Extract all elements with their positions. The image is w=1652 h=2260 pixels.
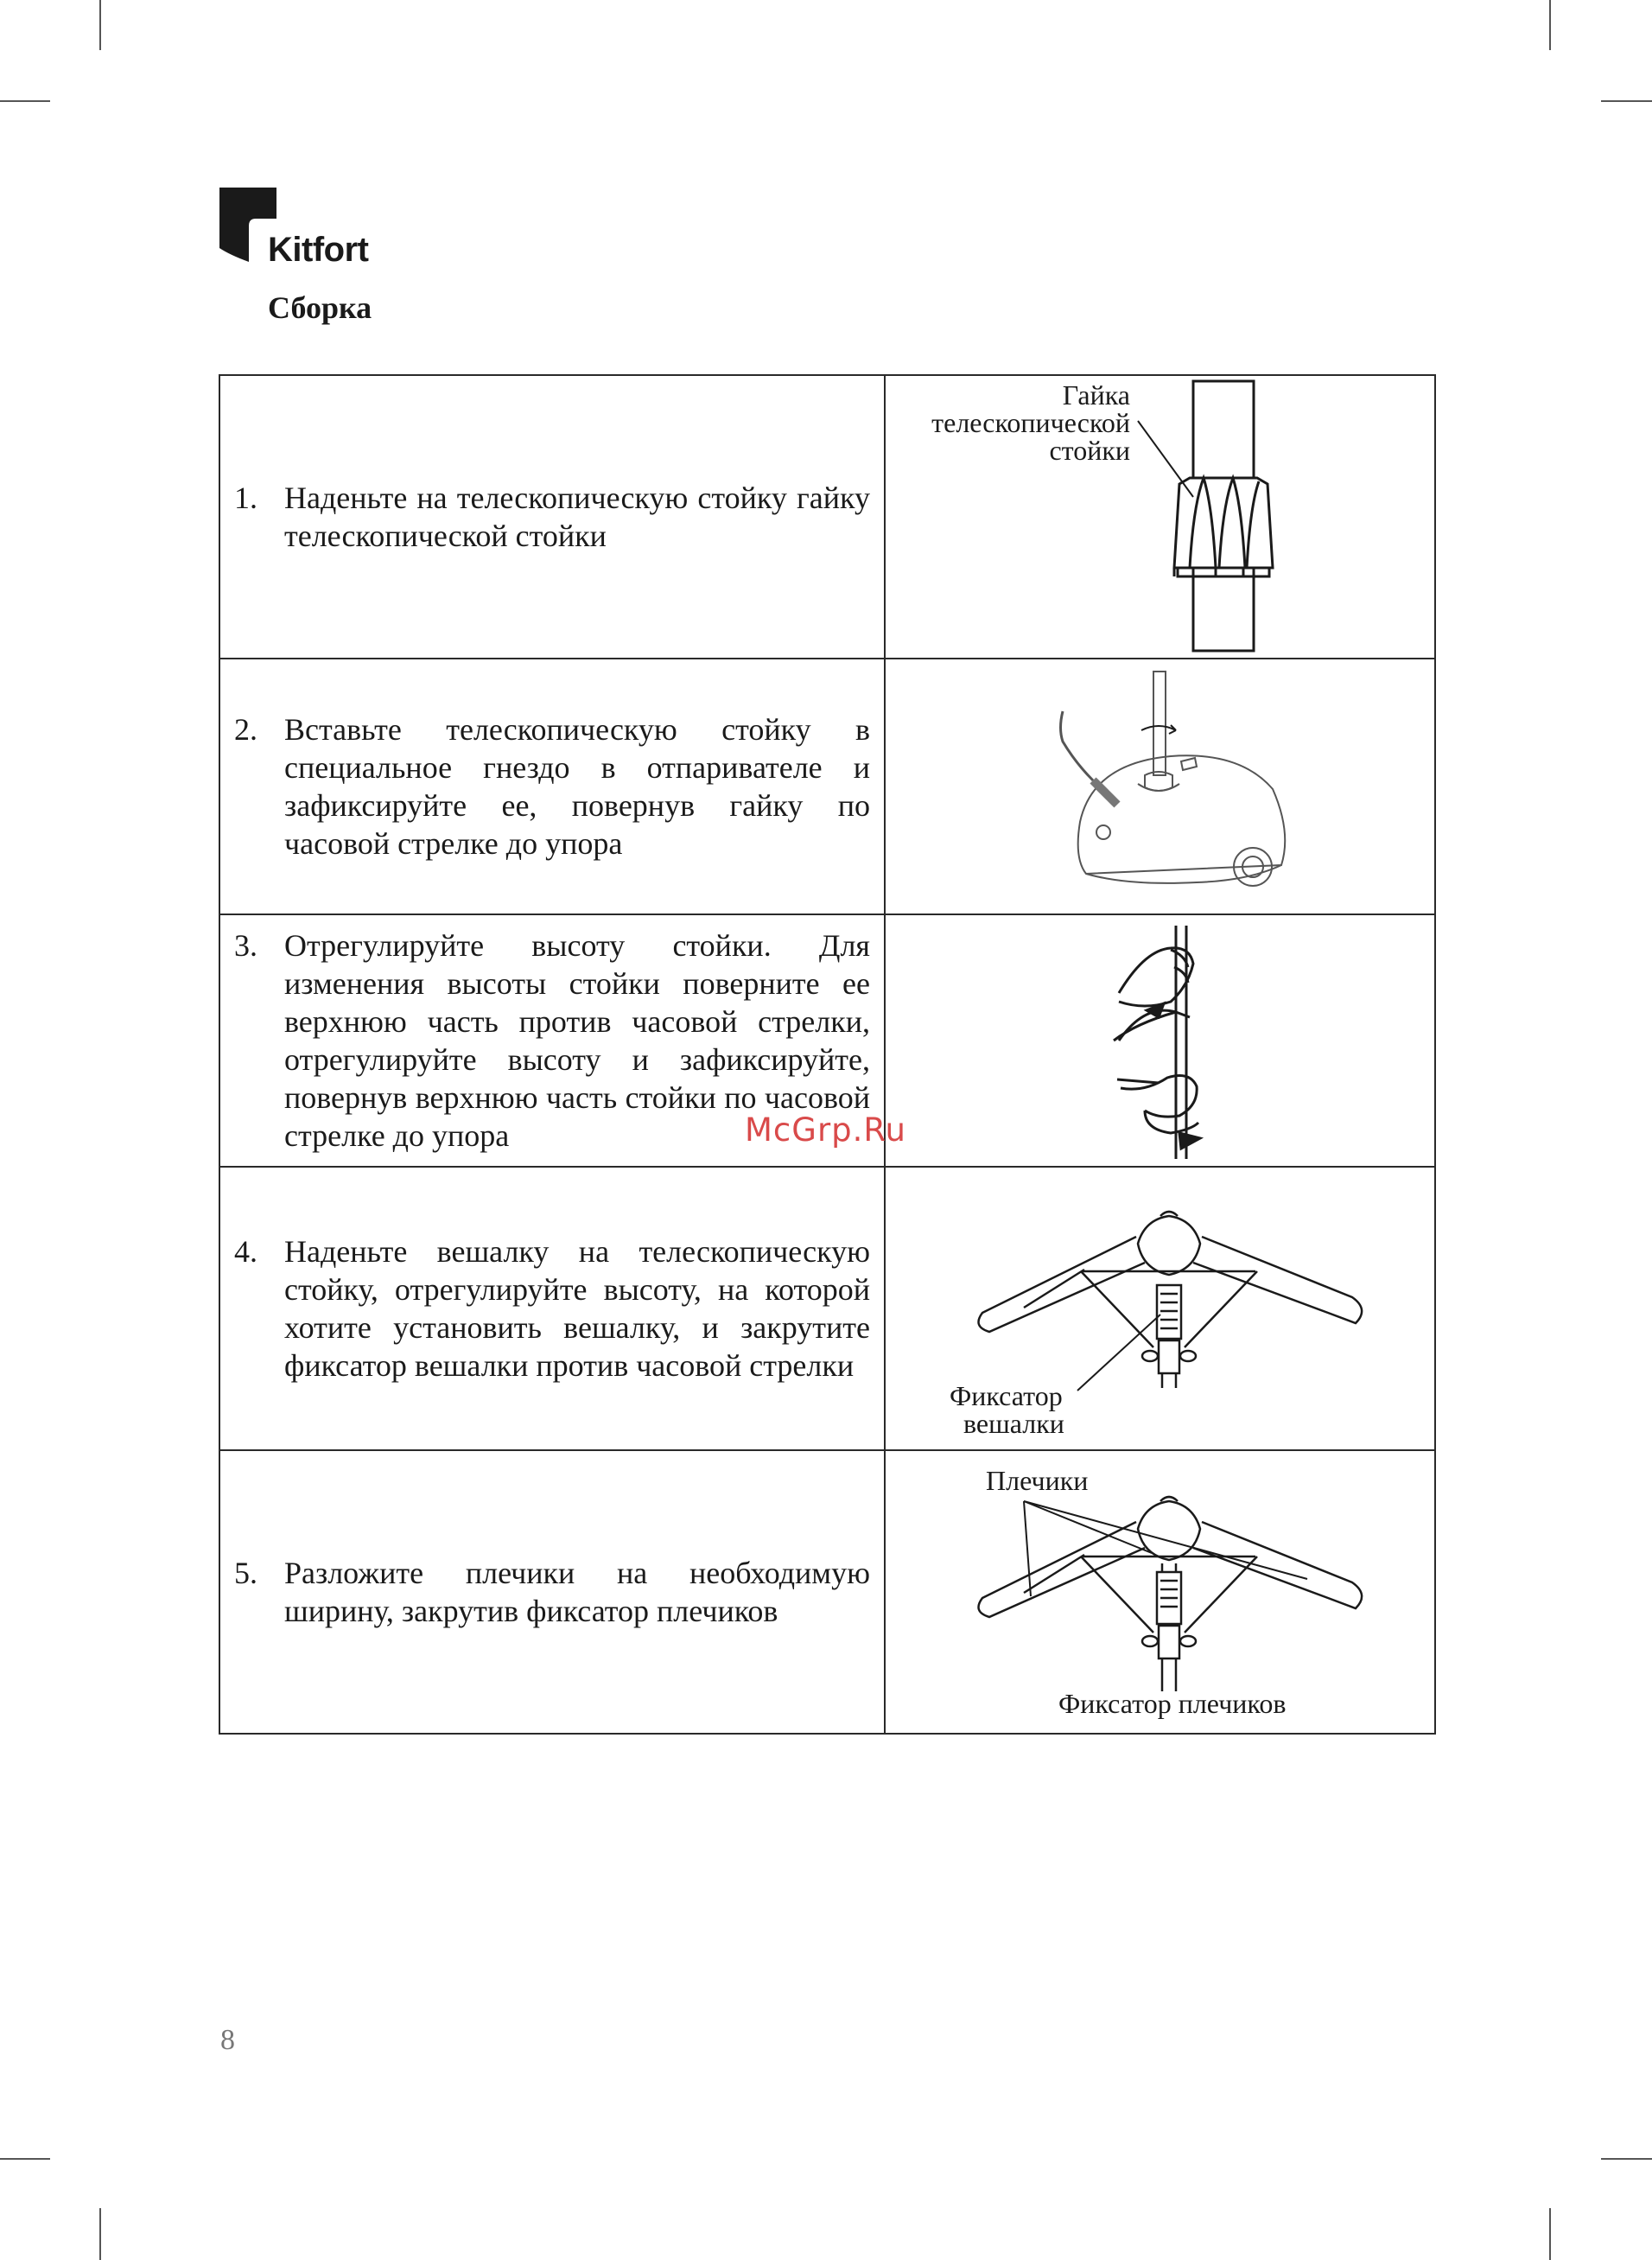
height-adjust-illustration [886,915,1434,1168]
page-title: Сборка [268,290,372,325]
table-row [219,375,1435,659]
brand-logo [218,186,391,272]
crop-mark [1549,2208,1551,2260]
crop-mark [99,0,101,50]
callout-label: Плечики [986,1465,1089,1496]
step-4 [220,1232,884,1385]
callout-label: стойки [1049,435,1130,466]
step-text: Отрегулируйте высоту стойки. Для изменения высоты стойки поверните ее верхнюю часть против часовой стрелки, отрегулируйте высоту и зафиксируйте, повернув верхнюю часть стойки по часовой стрелке до упора [284,928,870,1153]
callout-label: Фиксатор плечиков [1058,1688,1287,1719]
step-text: Разложите плечики на необходимую ширину, закрутив фиксатор плечиков [284,1556,870,1628]
crop-mark [1549,0,1551,50]
step-illustration-cell [885,375,1435,659]
crop-mark [0,2158,50,2160]
step-number: 2. [234,712,257,747]
callout-label: телескопической [931,407,1130,438]
step-illustration-cell [885,1450,1435,1734]
callout-label: Фиксатор [950,1380,1063,1411]
step-text-cell [219,659,885,914]
step-number: 3. [234,928,257,963]
step-text-cell [219,1450,885,1734]
step-text-cell [219,375,885,659]
callout-label: вешалки [963,1408,1064,1439]
brand-name: Kitfort [268,231,369,269]
callout-label: Гайка [1062,379,1130,411]
crop-mark [0,100,50,102]
step-2 [220,710,884,863]
steamer-base-illustration [886,659,1434,915]
step-illustration-cell [885,914,1435,1167]
step-5 [220,1554,884,1630]
step-text: Вставьте телескопическую стойку в специальное гнездо в отпаривателе и зафиксируйте ее, повернув гайку по часовой стрелке до упора [284,712,870,861]
table-row [219,1167,1435,1450]
step-number: 5. [234,1556,257,1590]
step-illustration-cell [885,1167,1435,1450]
crop-mark [1601,2158,1652,2160]
step-text-cell [219,1167,885,1450]
crop-mark [99,2208,101,2260]
assembly-steps-table [219,374,1436,1735]
table-row [219,659,1435,914]
page-number: 8 [220,2024,235,2056]
step-text: Наденьте вешалку на телескопическую стойку, отрегулируйте высоту, на которой хотите установить вешалку, и закрутите фиксатор вешалки против часовой стрелки [284,1234,870,1383]
step-1 [220,479,884,555]
step-number: 1. [234,481,257,515]
step-illustration-cell [885,659,1435,914]
step-number: 4. [234,1234,257,1269]
table-row [219,1450,1435,1734]
step-text: Наденьте на телескопическую стойку гайку телескопической стойки [284,481,870,553]
crop-mark [1601,100,1652,102]
watermark: McGrp.Ru [745,1111,906,1149]
